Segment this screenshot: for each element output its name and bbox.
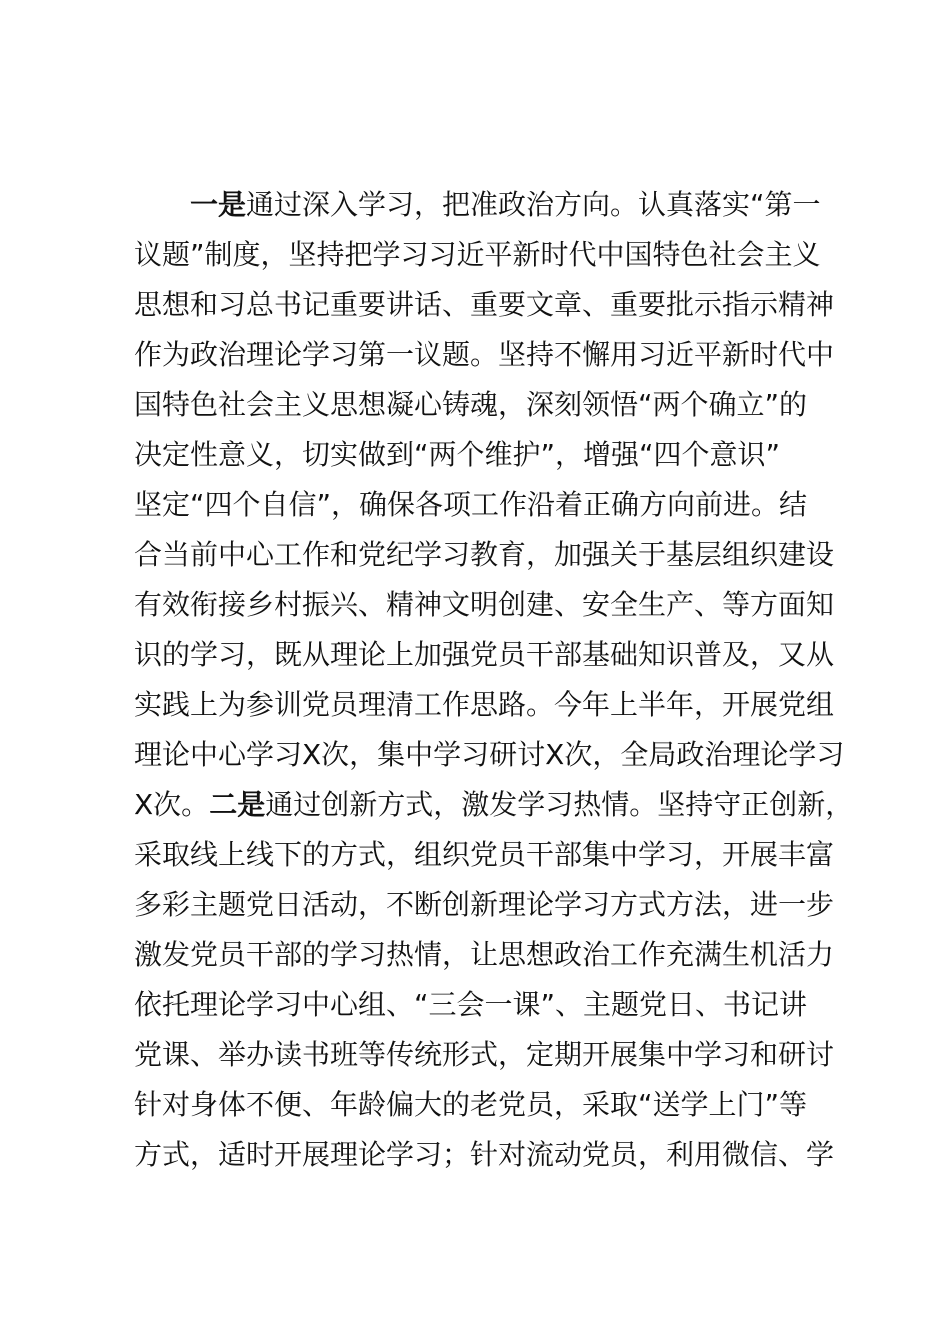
- text-line: 坚定“四个自信”，确保各项工作沿着正确方向前进。结: [134, 488, 808, 521]
- text-line: 实践上为参训党员理清工作思路。今年上半年，开展党组: [134, 688, 835, 721]
- line-text: X次。: [134, 788, 210, 821]
- text-line: 议题”制度，坚持把学习习近平新时代中国特色社会主义: [134, 238, 821, 271]
- text-line: 理论中心学习X次，集中学习研讨X次，全局政治理论学习: [134, 738, 845, 771]
- text-line: 思想和习总书记重要讲话、重要文章、重要批示指示精神: [134, 288, 835, 321]
- text-line: 多彩主题党日活动，不断创新理论学习方式方法，进一步: [134, 888, 835, 921]
- text-line: 识的学习，既从理论上加强党员干部基础知识普及，又从: [134, 638, 835, 671]
- point-marker-second: 二是: [209, 788, 266, 821]
- point-marker-first: 一是: [190, 188, 247, 221]
- body-paragraph: [134, 180, 854, 1180]
- text-line: 作为政治理论学习第一议题。坚持不懈用习近平新时代中: [134, 338, 835, 371]
- text-line: 合当前中心工作和党纪学习教育，加强关于基层组织建设: [134, 538, 835, 571]
- text-line: 有效衔接乡村振兴、精神文明创建、安全生产、等方面知: [134, 588, 835, 621]
- line-text: 通过创新方式，激发学习热情。坚持守正创新，: [265, 788, 854, 821]
- text-line: [134, 780, 854, 830]
- text-line: 党课、举办读书班等传统形式，定期开展集中学习和研讨: [134, 1038, 835, 1071]
- text-line: 针对身体不便、年龄偏大的老党员，采取“送学上门”等: [134, 1088, 808, 1121]
- text-line: 国特色社会主义思想凝心铸魂，深刻领悟“两个确立”的: [134, 388, 808, 421]
- text-line: 依托理论学习中心组、“三会一课”、主题党日、书记讲: [134, 988, 808, 1021]
- line-text: 通过深入学习，把准政治方向。认真落实“第一: [246, 188, 821, 221]
- text-line: 激发党员干部的学习热情，让思想政治工作充满生机活力: [134, 938, 835, 971]
- text-line: 方式，适时开展理论学习；针对流动党员，利用微信、学: [134, 1138, 835, 1171]
- text-line: [134, 180, 834, 230]
- text-line: 采取线上线下的方式，组织党员干部集中学习，开展丰富: [134, 838, 835, 871]
- text-line: 决定性意义，切实做到“两个维护”，增强“四个意识”: [134, 438, 781, 471]
